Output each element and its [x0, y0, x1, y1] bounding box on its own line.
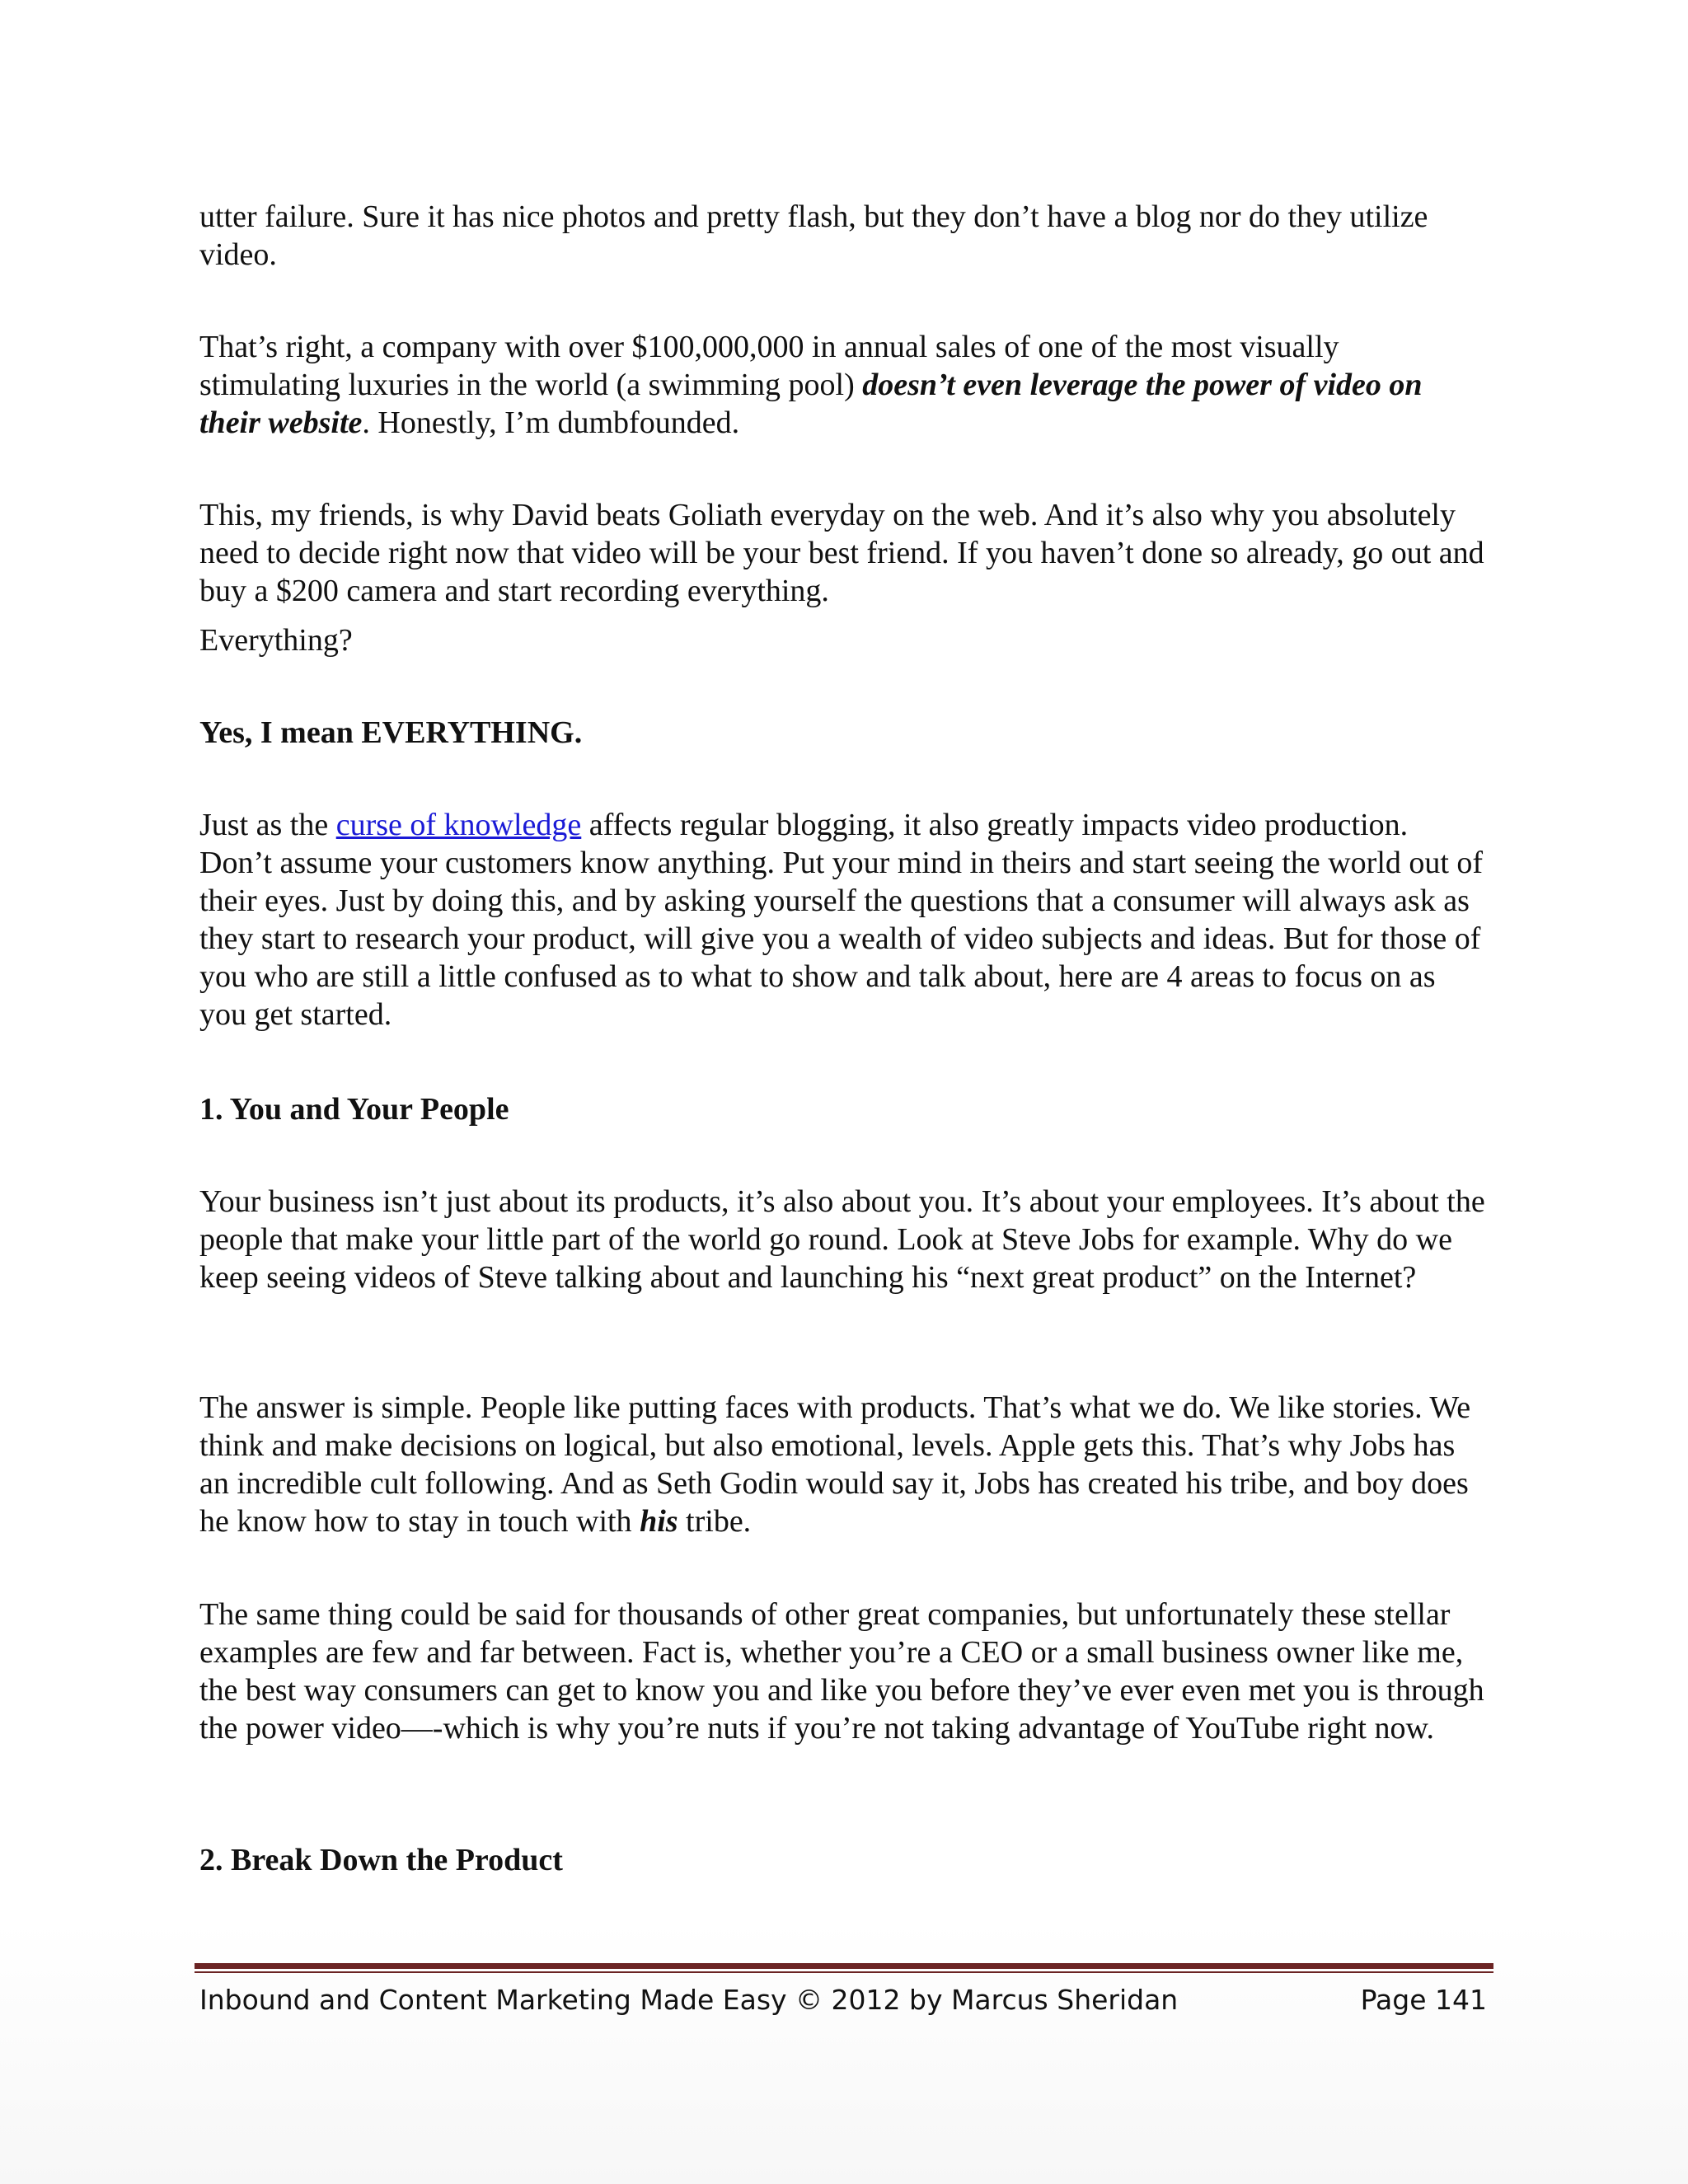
body-text [199, 328, 1485, 442]
body-text [199, 1841, 1485, 1879]
footer-title: Inbound and Content Marketing Made Easy © 2012 by Marcus Sheridan [199, 1984, 1179, 2016]
body-text [199, 1389, 1485, 1540]
emphasis-heading: Yes, I mean EVERYTHING. [199, 715, 583, 750]
emphasis-his: his [640, 1504, 678, 1539]
body-text [199, 714, 1485, 752]
body-text [199, 198, 1485, 274]
emphasis-text: doesn’t even leverage the power of video on their website [199, 368, 1423, 440]
section-heading-2: 2. Break Down the Product [199, 1843, 563, 1877]
page-footer [199, 1980, 1487, 2021]
paragraph-7 [199, 1389, 1485, 1540]
footer-divider-thin [195, 1971, 1493, 1973]
paragraph-8: The same thing could be said for thousands of other great companies, but unfortunately these stellar examples are few and far between. Fact is, whether you’re a CEO or a small business owner like me, the best way consumers can get to know you and like you before they’ve ever even met you is through the power video—-which is why you’re nuts if you’re not taking advantage of YouTube right now. [199, 1597, 1484, 1746]
paragraph-3: This, my friends, is why David beats Goliath everyday on the web. And it’s also why you absolutely need to decide right now that video will be your best friend. If you haven’t done so already, go out and buy a $200 camera and start recording everything. [199, 498, 1484, 608]
footer-divider [195, 1963, 1493, 1969]
paragraph-6: Your business isn’t just about its products, it’s also about you. It’s about your employees. It’s about the people that make your little part of the world go round. Look at Steve Jobs for example. Why do we keep seeing videos of Steve talking about and launching his “next great product” on the Internet? [199, 1184, 1485, 1295]
paragraph-2-start: That’s right, a company with over $100,000,000 in annual sales of one of the most visually stimulating luxuries in the world (a swimming pool) [199, 330, 1339, 402]
curse-of-knowledge-link[interactable]: curse of knowledge [335, 808, 582, 842]
page-number: Page 141 [1360, 1984, 1487, 2016]
body-text [199, 1183, 1485, 1296]
paragraph-4: Everything? [199, 623, 353, 658]
paragraph-7-start: The answer is simple. People like putting faces with products. That’s what we do. We like stories. We think and make decisions on logical, but also emotional, levels. Apple gets this. That’s why Jobs has an incredible cult following. And as Seth Godin would say it, Jobs has created his tribe, and boy does he know how to stay in touch with [199, 1390, 1471, 1539]
body-text [199, 496, 1485, 610]
paragraph-5-end: affects regular blogging, it also greatly impacts video production. Don’t assume your customers know anything. Put your mind in theirs and start seeing the world out of their eyes. Just by doing this, and by asking yourself the questions that a consumer will always ask as they start to research your product, will give you a wealth of video subjects and ideas. But for those of you who are still a little confused as to what to show and talk about, here are 4 areas to focus on as you get started. [199, 808, 1484, 1032]
paragraph-2 [199, 328, 1485, 442]
body-text [199, 806, 1485, 1033]
paragraph-2-end: . Honestly, I’m dumbfounded. [362, 405, 740, 440]
paragraph-5 [199, 806, 1485, 1033]
paragraph-5-start: Just as the [199, 808, 336, 842]
body-text [199, 1090, 1485, 1128]
paragraph-7-end: tribe. [678, 1504, 752, 1539]
body-text [199, 621, 1485, 659]
body-text [199, 1596, 1485, 1747]
section-heading-1: 1. You and Your People [199, 1092, 509, 1127]
paragraph-1: utter failure. Sure it has nice photos and pretty flash, but they don’t have a blog nor do they utilize video. [199, 199, 1428, 272]
